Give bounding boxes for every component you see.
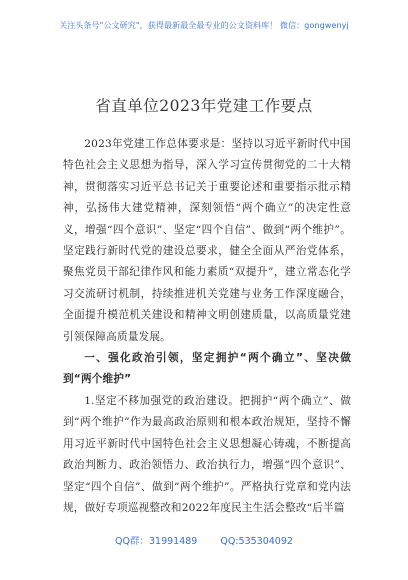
section-heading: 一、强化政治引领，坚定拥护“两个确立”、坚决做到“两个维护” [63,352,351,386]
document-body [63,134,351,519]
item-paragraph: 1.坚定不移加强党的政治建设。把拥护“两个确立”、做到“两个维护”作为最高政治原则和根本政治规矩，坚持不懈用习近平新时代中国特色社会主义思想凝心铸魂，不断提高政治判断力、政治领悟力、政治执行力，增强“四个意识”、坚定“四个自信”、做到“两个维护”。严格执行党章和党内法规，做好专项巡视整改和2022年度民主生活会整改“后半篇 [63,394,351,514]
qq-number-text: QQ:535304092 [220,536,293,547]
promo-header: 关注头条号"公文研究"，获得最新最全最专业的公文资料库！ 微信：gongwenyj [59,21,349,30]
intro-paragraph: 2023年党建工作总体要求是：坚持以习近平新时代中国特色社会主义思想为指导，深入学习宣传贯彻党的二十大精神，贯彻落实习近平总书记关于重要论述和重要指示批示精神，弘扬伟大建党精神，深刻领悟“两个确立”的决定性意义，增强“四个意识”、坚定“四个自信”、做到“两个维护”。坚定践行新时代党的建设总要求，健全全面从严治党体系，聚焦党员干部纪律作风和能力素质“双提升”，建立常态化学习交流研讨机制，持续推进机关党建与业务工作深度融合，全面提升模范机关建设和精神文明创建质量，以高质量党建引领保障高质量发展。 [63,138,351,343]
qq-group-text: QQ群：31991489 [115,536,198,547]
contact-footer [0,533,408,547]
document-title: 省直单位2023年党建工作要点 [95,97,313,115]
